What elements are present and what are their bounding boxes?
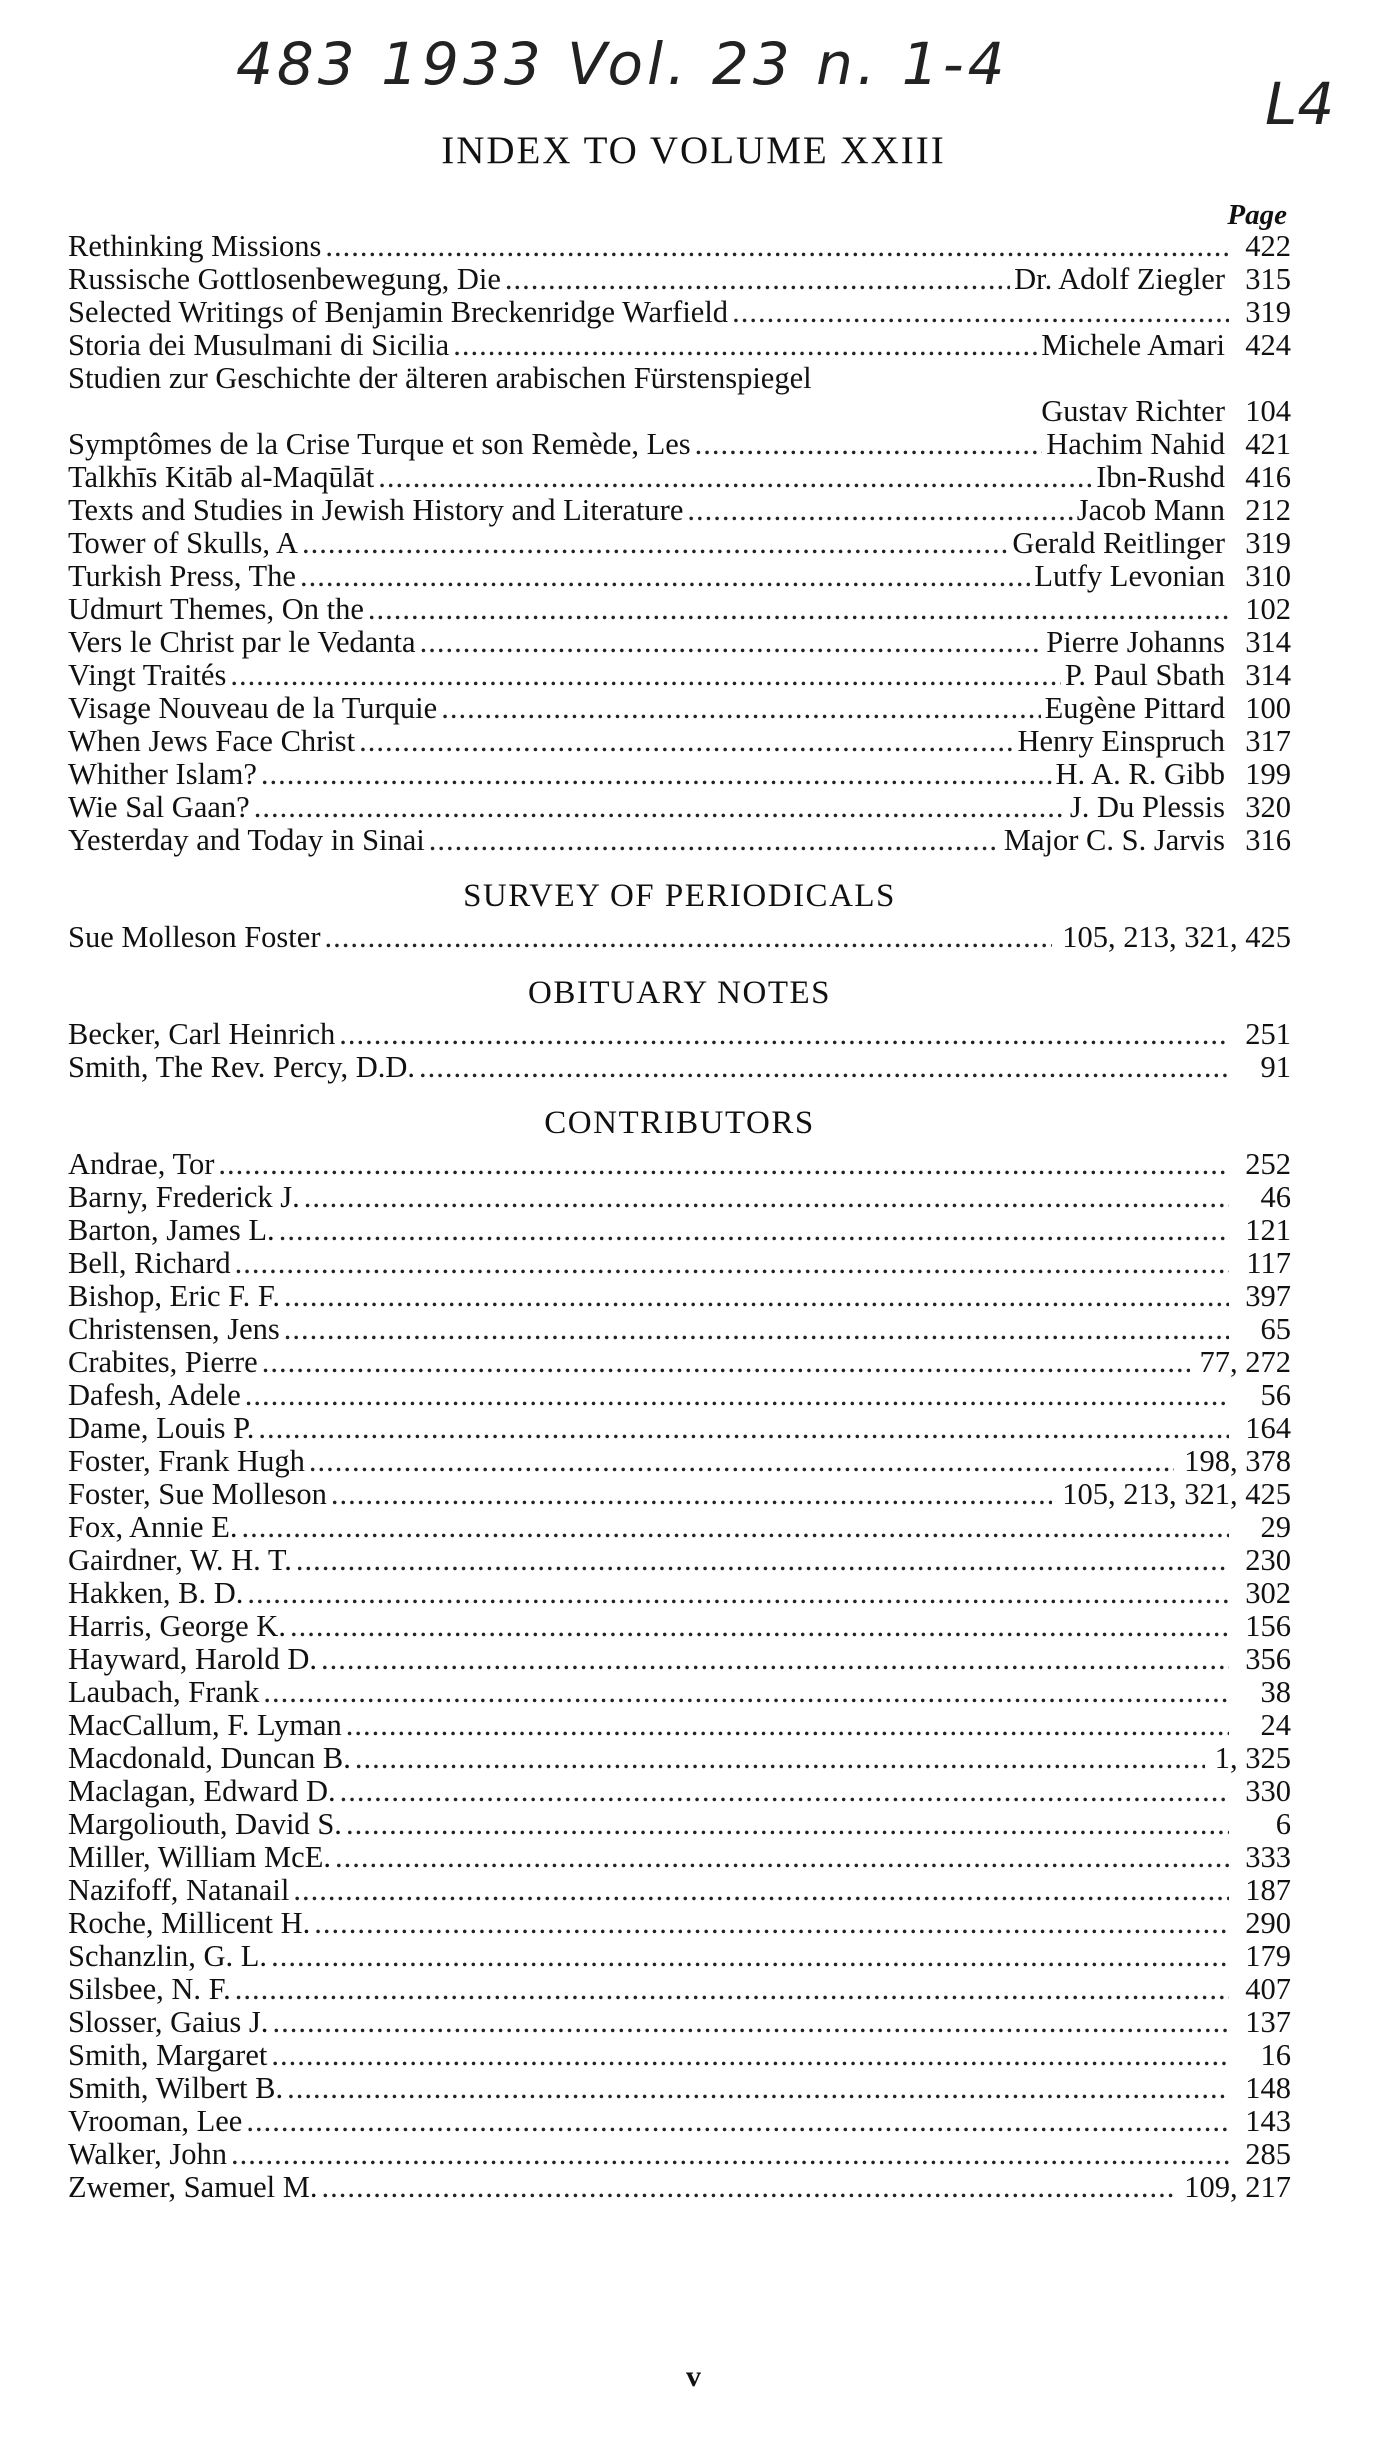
leader-dots [695, 428, 1043, 461]
contributor-entry [68, 1214, 1291, 1247]
contributor-name: Roche, Millicent H. [68, 1906, 311, 1940]
entry-page: 421 [1245, 427, 1291, 461]
leader-dots [331, 1478, 1052, 1511]
leader-dots [441, 692, 1040, 725]
leader-dots [263, 1676, 1229, 1709]
index-entry [68, 560, 1291, 593]
leader-dots [293, 1874, 1229, 1907]
entry-title: Tower of Skulls, A [68, 526, 299, 560]
obituary-page: 91 [1260, 1050, 1291, 1084]
contributor-name: Schanzlin, G. L. [68, 1939, 268, 1973]
index-entry [68, 791, 1291, 824]
entry-page: 319 [1245, 295, 1291, 329]
entry-author: P. Paul Sbath [1064, 658, 1225, 692]
contributor-page: 230 [1245, 1543, 1291, 1577]
entry-page: 319 [1245, 526, 1291, 560]
contributor-page: 16 [1260, 2038, 1291, 2072]
contributor-page: 148 [1245, 2071, 1291, 2105]
entry-page: 212 [1245, 493, 1291, 527]
contributor-name: Barny, Frederick J. [68, 1180, 300, 1214]
contributor-name: Crabites, Pierre [68, 1345, 258, 1379]
contributor-name: Dafesh, Adele [68, 1378, 241, 1412]
contributor-page: 407 [1245, 1972, 1291, 2006]
leader-dots [378, 461, 1092, 494]
contributor-entry [68, 1709, 1291, 1742]
leader-dots [355, 1742, 1205, 1775]
entry-page: 424 [1245, 328, 1291, 362]
contributor-name: Vrooman, Lee [68, 2104, 243, 2138]
index-entry [68, 692, 1291, 725]
entry-page: 314 [1245, 658, 1291, 692]
contributor-entry [68, 1610, 1291, 1643]
contributor-page: 252 [1245, 1147, 1291, 1181]
contributor-page: 38 [1260, 1675, 1291, 1709]
contributor-page: 143 [1245, 2104, 1291, 2138]
contributor-name: Slosser, Gaius J. [68, 2005, 269, 2039]
contributor-name: Smith, Wilbert B. [68, 2071, 284, 2105]
contributor-entry [68, 1247, 1291, 1280]
contributor-name: Bell, Richard [68, 1246, 231, 1280]
entry-title: Symptômes de la Crise Turque et son Remède, Les [68, 427, 691, 461]
entry-title: Wie Sal Gaan? [68, 790, 250, 824]
survey-entry [68, 921, 1291, 954]
entry-page: 317 [1245, 724, 1291, 758]
contributor-page: 1, 325 [1214, 1741, 1291, 1775]
survey-heading: SURVEY OF PERIODICALS [463, 878, 896, 914]
leader-dots [687, 494, 1072, 527]
index-entry [68, 527, 1291, 560]
leader-dots [245, 1379, 1229, 1412]
leader-dots [247, 1577, 1229, 1610]
leader-dots [359, 725, 1013, 758]
handwritten-corner-note: L4 [1265, 70, 1335, 138]
contributor-entry [68, 1808, 1291, 1841]
contributor-entry [68, 1280, 1291, 1313]
contributor-page: 285 [1245, 2137, 1291, 2171]
leader-dots [346, 1709, 1229, 1742]
index-entry [68, 725, 1291, 758]
index-entry [68, 362, 1291, 395]
leader-dots [262, 1346, 1190, 1379]
entry-page: 310 [1245, 559, 1291, 593]
index-entry [68, 758, 1291, 791]
contributor-entry [68, 1940, 1291, 1973]
contributor-name: Margoliouth, David S. [68, 1807, 342, 1841]
contributor-page: 333 [1245, 1840, 1291, 1874]
entry-title: Storia dei Musulmani di Sicilia [68, 328, 450, 362]
leader-dots [241, 1511, 1229, 1544]
leader-dots [324, 921, 1052, 954]
contributor-entry [68, 1379, 1291, 1412]
index-entry [68, 824, 1291, 857]
leader-dots [279, 1214, 1229, 1247]
contributor-page: 109, 217 [1184, 2170, 1291, 2204]
index-entry [68, 230, 1291, 263]
index-entry [68, 263, 1291, 296]
entry-title: Udmurt Themes, On the [68, 592, 364, 626]
contributor-page: 121 [1245, 1213, 1291, 1247]
entry-page: 100 [1245, 691, 1291, 725]
leader-dots [261, 758, 1052, 791]
entry-title: Yesterday and Today in Sinai [68, 823, 425, 857]
contributor-page: 77, 272 [1199, 1345, 1291, 1379]
contributor-entry [68, 1775, 1291, 1808]
contributor-page: 187 [1245, 1873, 1291, 1907]
entry-title: Talkhīs Kitāb al-Maqūlāt [68, 460, 375, 494]
contributor-name: Smith, Margaret [68, 2038, 268, 2072]
leader-dots [230, 659, 1061, 692]
contributor-name: Miller, William McE. [68, 1840, 331, 1874]
entry-page: 104 [1245, 394, 1291, 428]
entry-title: Texts and Studies in Jewish History and Literature [68, 493, 684, 527]
entry-title: When Jews Face Christ [68, 724, 356, 758]
leader-dots [272, 2006, 1229, 2039]
contributors-list [68, 1148, 1291, 2204]
leader-dots [309, 1445, 1174, 1478]
obituary-entry [68, 1051, 1291, 1084]
index-entry [68, 296, 1291, 329]
leader-dots [420, 626, 1043, 659]
obituary-name: Smith, The Rev. Percy, D.D. [68, 1050, 416, 1084]
contributor-entry [68, 2105, 1291, 2138]
leader-dots [300, 560, 1030, 593]
contributor-name: Fox, Annie E. [68, 1510, 238, 1544]
leader-dots [246, 2105, 1229, 2138]
entry-title: Vingt Traités [68, 658, 227, 692]
leader-dots [732, 296, 1229, 329]
entry-page: 314 [1245, 625, 1291, 659]
contributor-page: 302 [1245, 1576, 1291, 1610]
obituary-entry [68, 1018, 1291, 1051]
entry-title: Whither Islam? [68, 757, 257, 791]
contributor-entry [68, 1313, 1291, 1346]
entry-page: 316 [1245, 823, 1291, 857]
contributor-page: 24 [1260, 1708, 1291, 1742]
entry-title: Rethinking Missions [68, 229, 322, 263]
contributor-page: 330 [1245, 1774, 1291, 1808]
contributor-page: 156 [1245, 1609, 1291, 1643]
contributor-name: Barton, James L. [68, 1213, 275, 1247]
contributor-entry [68, 1412, 1291, 1445]
contributor-page: 198, 378 [1184, 1444, 1291, 1478]
leader-dots [429, 824, 1000, 857]
index-entry-continued [68, 395, 1291, 428]
contributor-name: Foster, Frank Hugh [68, 1444, 305, 1478]
entry-author: Dr. Adolf Ziegler [1014, 262, 1225, 296]
leader-dots [235, 1247, 1229, 1280]
contributor-page: 56 [1260, 1378, 1291, 1412]
entry-title: Visage Nouveau de la Turquie [68, 691, 438, 725]
leader-dots [325, 230, 1229, 263]
contributor-name: Walker, John [68, 2137, 227, 2171]
contributor-name: MacCallum, F. Lyman [68, 1708, 342, 1742]
entry-author: J. Du Plessis [1069, 790, 1225, 824]
contributor-page: 179 [1245, 1939, 1291, 1973]
obituary-name: Becker, Carl Heinrich [68, 1017, 336, 1051]
contributor-name: Zwemer, Samuel M. [68, 2170, 318, 2204]
obituary-heading: OBITUARY NOTES [527, 975, 832, 1011]
contributor-name: Bishop, Eric F. F. [68, 1279, 281, 1313]
leader-dots [368, 593, 1229, 626]
leader-dots [340, 1775, 1229, 1808]
entry-title: Studien zur Geschichte der älteren arabischen Fürstenspiegel [68, 361, 812, 395]
obituary-list [68, 1018, 1291, 1084]
contributor-name: Foster, Sue Molleson [68, 1477, 327, 1511]
contributor-entry [68, 2072, 1291, 2105]
leader-dots [254, 791, 1066, 824]
contributor-entry [68, 1544, 1291, 1577]
leader-dots [235, 1973, 1229, 2006]
contributor-page: 117 [1246, 1246, 1291, 1280]
leader-dots [322, 2171, 1175, 2204]
contributor-page: 164 [1245, 1411, 1291, 1445]
entry-title: Turkish Press, The [68, 559, 296, 593]
contributor-name: Christensen, Jens [68, 1312, 280, 1346]
contributor-page: 29 [1260, 1510, 1291, 1544]
contributor-entry [68, 1577, 1291, 1610]
leader-dots [346, 1808, 1229, 1841]
entry-page: 102 [1245, 592, 1291, 626]
contributor-name: Maclagan, Edward D. [68, 1774, 336, 1808]
entry-author: Hachim Nahid [1046, 427, 1225, 461]
contributor-name: Harris, George K. [68, 1609, 286, 1643]
entry-title: Selected Writings of Benjamin Breckenridge Warfield [68, 295, 729, 329]
survey-name: Sue Molleson Foster [68, 920, 321, 954]
contributor-entry [68, 1676, 1291, 1709]
index-entry [68, 593, 1291, 626]
entry-page: 199 [1245, 757, 1291, 791]
contributor-name: Hakken, B. D. [68, 1576, 244, 1610]
leader-dots [505, 263, 1010, 296]
leader-dots [271, 2039, 1229, 2072]
contributor-page: 6 [1275, 1807, 1291, 1841]
entry-page: 422 [1245, 229, 1291, 263]
contributor-name: Laubach, Frank [68, 1675, 260, 1709]
leader-dots [339, 1018, 1229, 1051]
contributor-name: Hayward, Harold D. [68, 1642, 318, 1676]
contributor-entry [68, 1445, 1291, 1478]
contributor-entry [68, 2171, 1291, 2204]
contributor-page: 105, 213, 321, 425 [1062, 1477, 1291, 1511]
contributor-entry [68, 2039, 1291, 2072]
leader-dots [321, 1643, 1229, 1676]
entry-author: Pierre Johanns [1046, 625, 1225, 659]
obituary-page: 251 [1245, 1017, 1291, 1051]
contributor-entry [68, 1973, 1291, 2006]
leader-dots [296, 1544, 1229, 1577]
entry-author: Gerald Reitlinger [1012, 526, 1225, 560]
entry-page: 315 [1245, 262, 1291, 296]
leader-dots [314, 1907, 1229, 1940]
entry-author: Henry Einspruch [1017, 724, 1225, 758]
contributor-entry [68, 1907, 1291, 1940]
leader-dots [231, 2138, 1229, 2171]
contributor-name: Nazifoff, Natanail [68, 1873, 290, 1907]
entry-title: Russische Gottlosenbewegung, Die [68, 262, 501, 296]
contributor-page: 356 [1245, 1642, 1291, 1676]
leader-dots [284, 1313, 1229, 1346]
contributor-entry [68, 1841, 1291, 1874]
index-entry [68, 428, 1291, 461]
contributor-name: Silsbee, N. F. [68, 1972, 231, 2006]
page-title: INDEX TO VOLUME XXIII [441, 129, 946, 172]
contributor-name: Macdonald, Duncan B. [68, 1741, 351, 1775]
entry-title: Vers le Christ par le Vedanta [68, 625, 416, 659]
contributor-entry [68, 2138, 1291, 2171]
entry-author: Lutfy Levonian [1034, 559, 1225, 593]
contributor-page: 397 [1245, 1279, 1291, 1313]
handwritten-note: 483 1933 Vol. 23 n. 1-4 [236, 30, 1009, 98]
leader-dots [258, 1412, 1229, 1445]
entry-page: 320 [1245, 790, 1291, 824]
contributor-entry [68, 1478, 1291, 1511]
contributor-name: Gairdner, W. H. T. [68, 1543, 292, 1577]
contributor-page: 137 [1245, 2005, 1291, 2039]
entry-author: Eugène Pittard [1044, 691, 1225, 725]
leader-dots [419, 1051, 1229, 1084]
entry-author: Michele Amari [1041, 328, 1225, 362]
contributor-entry [68, 1181, 1291, 1214]
entry-author: H. A. R. Gibb [1055, 757, 1225, 791]
contributor-page: 290 [1245, 1906, 1291, 1940]
contributor-entry [68, 1346, 1291, 1379]
leader-dots [302, 527, 1008, 560]
index-content [68, 200, 1291, 2204]
entry-author: Gustav Richter [1041, 394, 1225, 428]
entry-author: Ibn-Rushd [1096, 460, 1225, 494]
index-entry [68, 329, 1291, 362]
leader-dots [453, 329, 1037, 362]
contributor-entry [68, 1643, 1291, 1676]
contributor-entry [68, 1874, 1291, 1907]
index-entry [68, 461, 1291, 494]
entry-author: Major C. S. Jarvis [1003, 823, 1225, 857]
contributor-name: Andrae, Tor [68, 1147, 215, 1181]
leader-dots [304, 1181, 1229, 1214]
contributor-entry [68, 1511, 1291, 1544]
index-entry [68, 494, 1291, 527]
contributor-page: 65 [1260, 1312, 1291, 1346]
contributor-entry [68, 1148, 1291, 1181]
contributor-name: Dame, Louis P. [68, 1411, 255, 1445]
leader-dots [290, 1610, 1229, 1643]
leader-dots [287, 2072, 1229, 2105]
contributors-heading: CONTRIBUTORS [544, 1105, 815, 1141]
survey-pages: 105, 213, 321, 425 [1062, 920, 1291, 954]
contributor-entry [68, 1742, 1291, 1775]
leader-dots [218, 1148, 1229, 1181]
page-number: v [686, 2360, 701, 2393]
leader-dots [284, 1280, 1229, 1313]
entry-page: 416 [1245, 460, 1291, 494]
entry-author: Jacob Mann [1076, 493, 1225, 527]
index-entry [68, 659, 1291, 692]
leader-dots [335, 1841, 1229, 1874]
page-column-label: Page [1227, 199, 1287, 231]
index-entry [68, 626, 1291, 659]
contributor-page: 46 [1260, 1180, 1291, 1214]
leader-dots [271, 1940, 1229, 1973]
title-entries [68, 230, 1291, 857]
contributor-entry [68, 2006, 1291, 2039]
